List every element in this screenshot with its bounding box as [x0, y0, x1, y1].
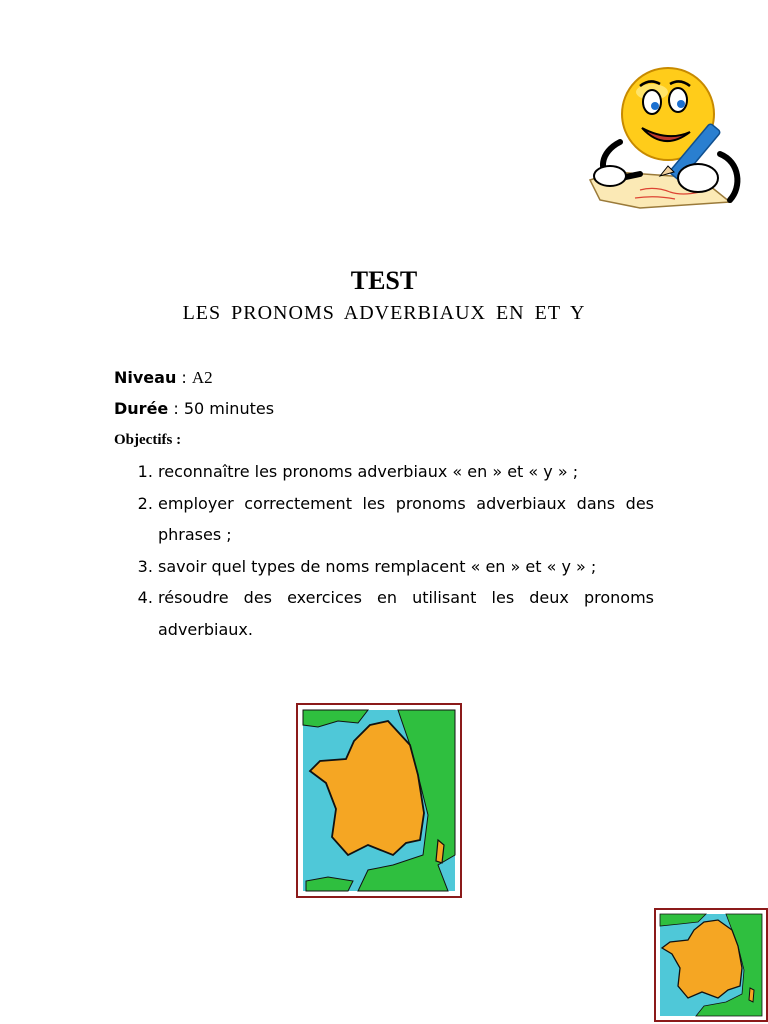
list-item: 2. employer correctement les pronoms adverbiaux dans des phrases ; [158, 488, 654, 551]
smiley-writing-icon [580, 62, 750, 212]
duree-separator: : [168, 399, 184, 418]
list-item: 3. savoir quel types de noms remplacent « en » et « y » ; [158, 551, 654, 583]
duree-line [114, 399, 274, 418]
france-map-icon [296, 703, 462, 898]
niveau-separator: : [176, 368, 192, 387]
niveau-label: Niveau [114, 368, 177, 387]
duree-value: 50 minutes [183, 399, 275, 418]
niveau-line [114, 368, 213, 388]
page-title: TEST [350, 266, 418, 295]
objectifs-heading: Objectifs : [114, 432, 182, 448]
france-map-icon [654, 908, 768, 1022]
duree-label: Durée [114, 399, 169, 418]
niveau-value: A2 [191, 368, 213, 387]
objectifs-list [114, 456, 654, 645]
list-item: 4. résoudre des exercices en utilisant les deux pronoms adverbiaux. [158, 582, 654, 645]
page-subtitle: LES PRONOMS ADVERBIAUX EN ET Y [182, 302, 586, 324]
list-item: 1. reconnaître les pronoms adverbiaux « en » et « y » ; [158, 456, 654, 488]
